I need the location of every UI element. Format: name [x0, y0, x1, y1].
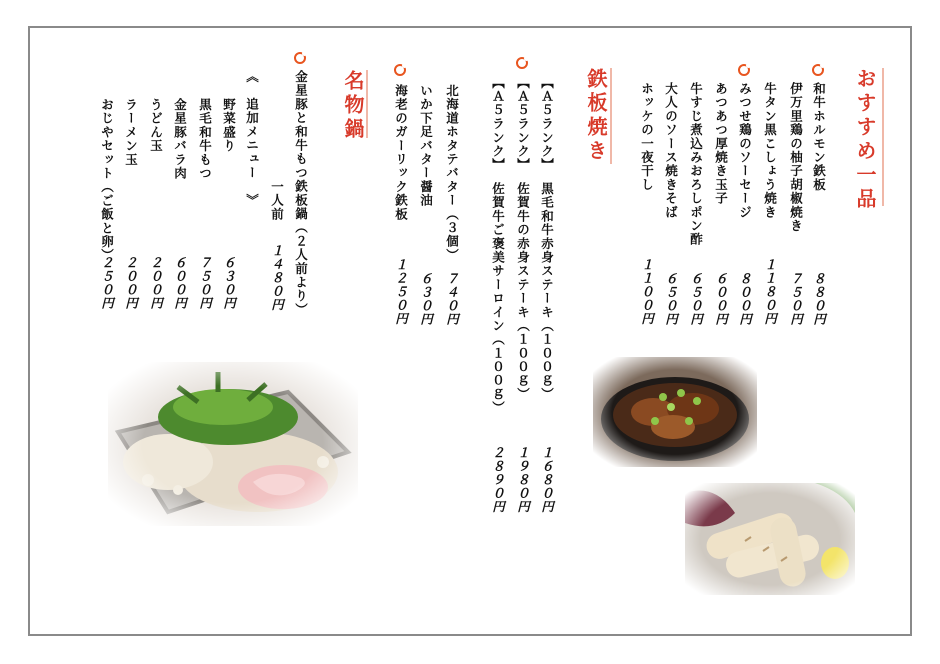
menu-item: 佐賀牛ご褒美サーロイン（１００ｇ） — [490, 182, 506, 415]
menu-item: 佐賀牛の赤身ステーキ（１００ｇ） — [515, 182, 531, 402]
menu-item: 牛すじ煮込みおろしポン酢 — [688, 82, 704, 247]
menu-price: １１００円 — [639, 258, 655, 326]
menu-item: ホッケの一夜干し — [639, 82, 655, 192]
menu-item: いか下足バター醤油 — [418, 84, 434, 208]
sausage-photo — [685, 483, 855, 595]
menu-price: ６５０円 — [688, 272, 704, 326]
menu-price: ６３０円 — [418, 272, 434, 326]
menu-price: ６５０円 — [663, 272, 679, 326]
menu-price: １９８０円 — [515, 446, 531, 514]
menu-price: ２８９０円 — [490, 446, 506, 514]
section-title-nabe: 名物鍋 — [341, 70, 365, 142]
menu-price: ２５０円 — [99, 256, 115, 310]
featured-circle-icon — [516, 57, 528, 69]
extra-menu-header: 《 追加メニュー 》 — [244, 70, 260, 207]
menu-price: １６８０円 — [539, 446, 555, 514]
rank-label: 【Ａ５ランク】 — [515, 76, 531, 172]
section-title-osusume: おすすめ一品 — [853, 68, 877, 212]
horumon-teppan-photo — [593, 357, 757, 467]
menu-price: ７５０円 — [197, 256, 213, 310]
menu-price: ６００円 — [713, 272, 729, 326]
menu-item: 黒毛和牛もつ — [197, 98, 213, 181]
rank-label: 【Ａ５ランク】 — [490, 76, 506, 172]
menu-item: おじやセット（ご飯と卵） — [99, 98, 115, 263]
featured-circle-icon — [812, 64, 824, 76]
menu-item: 北海道ホタテバター（３個） — [444, 84, 460, 263]
menu-price: ６００円 — [172, 256, 188, 310]
featured-circle-icon — [738, 64, 750, 76]
menu-item: 黒毛和牛赤身ステーキ（１００ｇ） — [539, 182, 555, 402]
menu-price: １１８０円 — [762, 258, 778, 326]
title-underline-nabe — [366, 70, 368, 138]
menu-price: ７４０円 — [444, 272, 460, 326]
menu-price: ８８０円 — [811, 272, 827, 326]
menu-price: ６３０円 — [221, 256, 237, 310]
section-title-teppan: 鉄板焼き — [584, 68, 608, 164]
menu-item: 野菜盛り — [221, 98, 237, 153]
menu-price: ７５０円 — [788, 272, 804, 326]
serving-label: 一人前 — [269, 180, 285, 222]
menu-item: 大人のソース焼きそば — [663, 82, 679, 219]
motsu-nabe-photo — [108, 362, 358, 526]
menu-item: 金星豚バラ肉 — [172, 98, 188, 181]
featured-circle-icon — [294, 52, 306, 64]
menu-item: ラーメン玉 — [123, 98, 139, 167]
menu-item: あつあつ厚焼き玉子 — [713, 82, 729, 206]
menu-price: ２００円 — [148, 256, 164, 310]
menu-item: みつせ鶏のソーセージ — [737, 82, 753, 219]
menu-item: 和牛ホルモン鉄板 — [811, 82, 827, 192]
menu-item: 牛タン黒こしょう焼き — [762, 82, 778, 219]
menu-item: 金星豚と和牛もつ鉄板鍋（２人前より） — [293, 70, 309, 317]
menu-price: ８００円 — [737, 272, 753, 326]
menu-price: ２００円 — [123, 256, 139, 310]
featured-circle-icon — [394, 64, 406, 76]
menu-item: 海老のガーリック鉄板 — [393, 84, 409, 221]
rank-label: 【Ａ５ランク】 — [539, 76, 555, 172]
title-underline-osusume — [882, 68, 884, 206]
menu-price: １２５０円 — [393, 258, 409, 326]
menu-item: 伊万里鶏の柚子胡椒焼き — [788, 82, 804, 233]
menu-item: うどん玉 — [148, 98, 164, 153]
menu-price: １４８０円 — [269, 244, 285, 312]
title-underline-teppan — [610, 68, 612, 164]
